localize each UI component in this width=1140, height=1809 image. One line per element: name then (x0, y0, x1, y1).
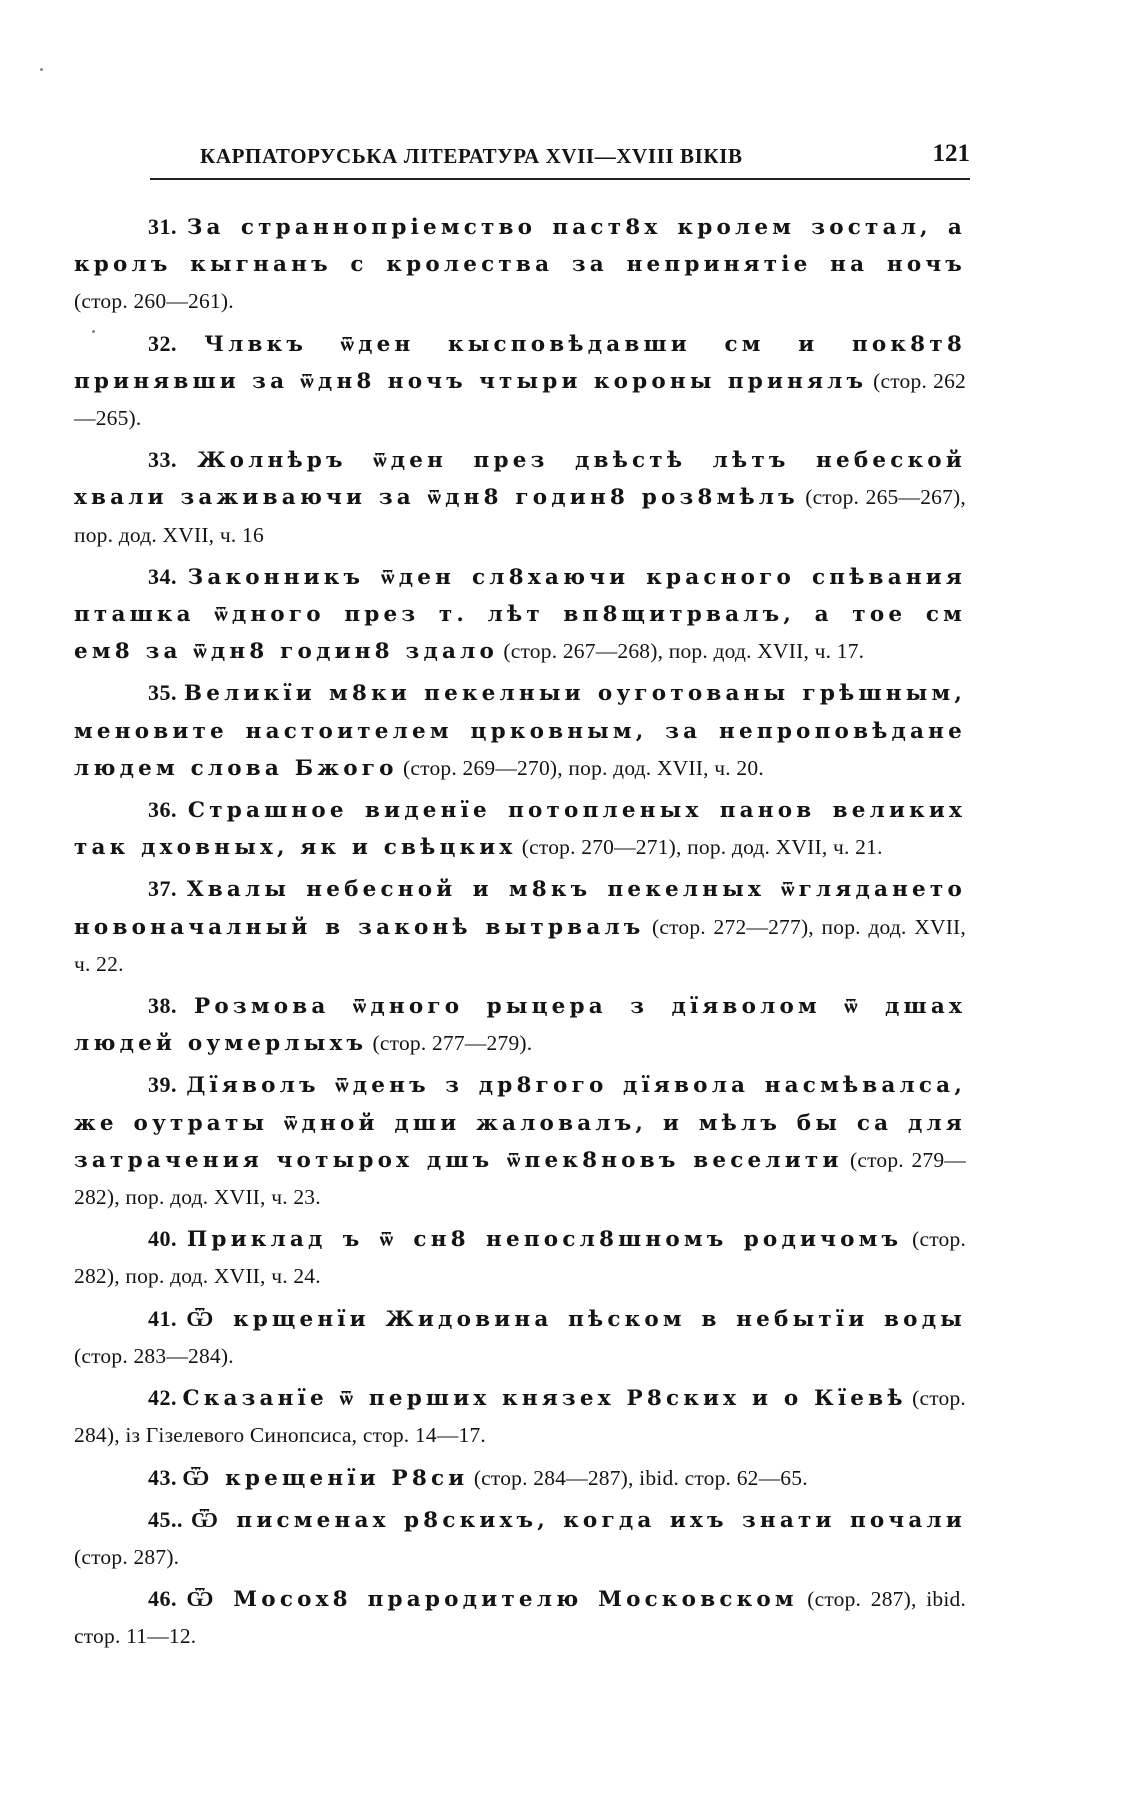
entry-number: 45.. (148, 1506, 183, 1532)
entry-title: За страннопріемство паст8х кролем зостал, а кролъ кыгнанъ с кролества за непринятіе на ночъ (74, 215, 967, 278)
entry-title: Ѿ крещенїи Р8си (182, 1465, 469, 1491)
page-number: 121 (932, 140, 970, 167)
entry-reference: (стор. 287), ibid. стор. 11—12. (74, 1587, 967, 1649)
entry (74, 674, 966, 787)
entry-number: 35. (148, 680, 177, 706)
entry (74, 1300, 966, 1375)
entry-reference: (стор. 265—267), пор. дод. XVII, ч. 16 (74, 485, 966, 547)
entry-reference: (стор. 283—284). (74, 1343, 234, 1368)
entry-reference: (стор. 277—279). (372, 1031, 533, 1056)
entry-reference: (стор. 270—271), пор. дод. XVII, ч. 21. (521, 835, 883, 860)
entry-reference: (стор. 279—282), пор. дод. XVII, ч. 23. (74, 1147, 966, 1210)
entry-number: 34. (148, 563, 177, 589)
entry (74, 441, 966, 554)
entry (74, 1501, 966, 1576)
entry-title: Великїи м8ки пекелныи оуготованы грѣшным, меновите настоителем црковным, за непроповѣдане людем слова Бжого (74, 681, 967, 781)
entry-number: 43. (148, 1464, 177, 1490)
entry-reference: (стор. 272—277), пор. дод. XVII, ч. 22. (74, 914, 966, 976)
entry-number: 46. (148, 1586, 177, 1612)
entry-number: 32. (148, 330, 177, 356)
entry-title: Страшное виденїе потопленых панов великих так дховных, як и свѣцких (74, 798, 967, 861)
entry-number: 41. (148, 1305, 177, 1331)
entry (74, 1580, 966, 1655)
entry (74, 870, 966, 983)
entry (74, 1066, 966, 1216)
entry-reference: (стор. 269—270), пор. дод. XVII, ч. 20. (403, 755, 764, 780)
entry-reference: (стор. 287). (74, 1544, 180, 1569)
entry-title: Приклад ъ ѿ сн8 непосл8шномъ родичомъ (186, 1227, 903, 1253)
entry (74, 558, 966, 671)
entry (74, 325, 966, 438)
entry (74, 1379, 966, 1454)
entry-title: Ѿ крщенїи Жидовина пѣском в небытїи воды (186, 1306, 967, 1332)
entry-title: Законникъ ѿден сл8хаючи красного спѣвания пташка ѿдного през т. лѣт вп8щитрвалъ, а тое см ем8 за ѿдн8 годин8 здало (74, 564, 966, 665)
entry (74, 208, 966, 321)
entry-title: Ѿ писменах р8скихъ, когда ихъ знати почали (191, 1507, 967, 1533)
entry-reference: (стор. 262—265). (74, 368, 966, 431)
entry-number: 40. (148, 1226, 177, 1252)
entry-title: Ѿ Мосох8 прародителю Московском (186, 1587, 798, 1613)
entry-reference: (стор. 284—287), ibid. стор. 62—65. (473, 1465, 808, 1490)
entry-number: 31. (148, 214, 177, 239)
entry-list (74, 208, 966, 1660)
entry-reference: (стор. 267—268), пор. дод. XVII, ч. 17. (503, 639, 865, 664)
scan-speck (40, 68, 43, 71)
running-title: КАРПАТОРУСЬКА ЛІТЕРАТУРА XVII—XVIII ВІКІВ (200, 144, 743, 168)
entry (74, 791, 966, 866)
entry-reference: (стор. 282), пор. дод. XVII, ч. 24. (74, 1227, 967, 1289)
entry-number: 37. (148, 876, 177, 902)
entry-title: Жолнѣръ ѿден през двѣстѣ лѣтъ небеской хвали заживаючи за ѿдн8 годин8 роз8мѣлъ (74, 448, 966, 511)
entry-number: 39. (148, 1072, 177, 1098)
entry-title: Члвкъ ѿден кысповѣдавши см и пок8т8 принявши за ѿдн8 ночъ чтыри короны принялъ (74, 331, 967, 394)
entry (74, 987, 966, 1062)
entry-reference: (стор. 284), із Гізелевого Синопсиса, стор. 14—17. (74, 1386, 966, 1448)
entry (74, 1459, 966, 1497)
page-header (150, 138, 970, 180)
entry-number: 36. (148, 797, 177, 823)
entry-title: Дїяволъ ѿденъ з др8гого дїявола насмѣвалса, же оутраты ѿдной дши жаловалъ, и мѣлъ бы са для затрачения чотырох дшъ ѿпек8новъ веселити (74, 1073, 966, 1173)
entry-number: 42. (148, 1385, 177, 1411)
entry-title: Хвалы небесной и м8къ пекелных ѿглядането новоначалный в законѣ вытрвалъ (74, 877, 966, 940)
entry (74, 1220, 966, 1295)
entry-number: 33. (148, 447, 177, 473)
entry-title: Розмова ѿдного рыцера з дїяволом ѿ дшах людей оумерлыхъ (74, 994, 967, 1057)
entry-reference: (стор. 260—261). (74, 289, 234, 314)
entry-number: 38. (148, 993, 177, 1019)
entry-title: Сказанїе ѿ перших князех Р8ских и о Кїевѣ (182, 1386, 907, 1412)
